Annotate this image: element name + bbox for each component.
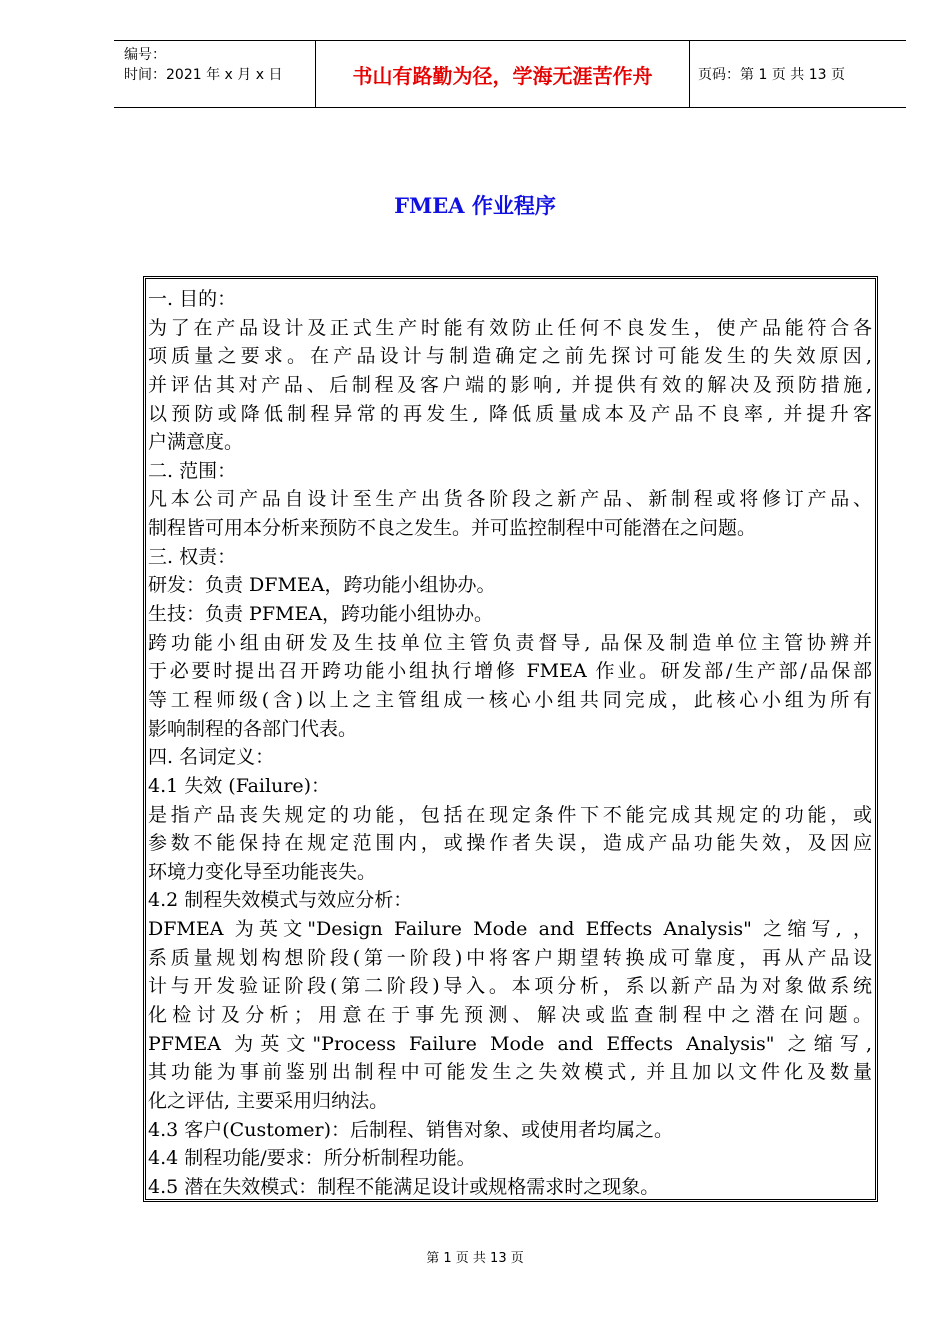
text-line: 凡本公司产品自设计至生产出货各阶段之新产品、新制程或将修订产品、 [148,488,872,511]
text-line: 四. 名词定义： [148,746,275,769]
text-line: 制程皆可用本分析来预防不良之发生。并可监控制程中可能潜在之问题。 [148,517,757,540]
content-body [148,285,872,1202]
text-line: 4.1 失效 (Failure)： [148,774,331,797]
text-line: 于必要时提出召开跨功能小组执行增修 FMEA 作业。研发部/生产部/品保部 [148,660,872,683]
text-line: 4.5 潜在失效模式：制程不能满足设计或规格需求时之现象。 [148,1175,660,1198]
text-line: 等工程师级(含)以上之主管组成一核心小组共同完成，此核心小组为所有 [148,688,872,711]
header-motto: 书山有路勤为径，学海无涯苦作舟 [316,41,690,107]
header-page-info: 页码：第 1 页 共 13 页 [698,67,845,83]
text-line: 户满意度。 [148,431,244,454]
text-line: 环境力变化导至功能丧失。 [148,860,377,883]
text-line: 系质量规划构想阶段(第一阶段)中将客户期望转换成可靠度，再从产品设 [148,946,872,969]
text-line: DFMEA 为英文"Design Failure Mode and Effects Analysis" 之缩写, ， [148,918,872,941]
text-line: 二. 范围： [148,459,237,482]
text-line: 以预防或降低制程异常的再发生, 降低质量成本及产品不良率, 并提升客 [148,402,872,425]
page-header [114,40,906,108]
text-line: 其功能为事前鉴别出制程中可能发生之失效模式, 并且加以文件化及数量 [148,1061,872,1084]
text-line: 4.3 客户(Customer)：后制程、销售对象、或使用者均属之。 [148,1118,674,1141]
content-box [143,276,878,1202]
text-line: 一. 目的： [148,288,237,310]
document-title: FMEA 作业程序 [394,193,556,218]
text-line: 化检讨及分析；用意在于事先预测、解决或监查制程中之潜在问题。 [148,1004,872,1027]
number-label: 编号： [124,47,166,63]
time-label: 时间：2021 年 x 月 x 日 [124,67,283,83]
text-line: 并评估其对产品、后制程及客户端的影响, 并提供有效的解决及预防措施, [148,373,872,396]
text-line: 参数不能保持在规定范围内，或操作者失误，造成产品功能失效，及因应 [148,832,872,855]
text-line: 跨功能小组由研发及生技单位主管负责督导, 品保及制造单位主管协辨并 [148,631,872,654]
text-line: 4.2 制程失效模式与效应分析： [148,889,413,912]
text-line: 影响制程的各部门代表。 [148,717,358,740]
page-footer: 第 1 页 共 13 页 [426,1251,524,1266]
text-line: 4.4 制程功能/要求：所分析制程功能。 [148,1147,476,1170]
text-line: 生技：负责 PFMEA，跨功能小组协办。 [148,603,494,626]
text-line: 化之评估, 主要采用归纳法。 [148,1089,389,1112]
text-line: 项质量之要求。在产品设计与制造确定之前先探讨可能发生的失效原因, [148,345,872,368]
text-line: PFMEA 为英文"Process Failure Mode and Effects Analysis" 之缩写, [148,1032,872,1055]
header-meta [114,41,316,107]
text-line: 三. 权责： [148,545,237,568]
text-line: 计与开发验证阶段(第二阶段)导入。本项分析，系以新产品为对象做系统 [148,975,872,998]
text-line: 是指产品丧失规定的功能，包括在现定条件下不能完成其规定的功能，或 [148,803,872,826]
text-line: 研发：负责 DFMEA，跨功能小组协办。 [148,574,496,597]
text-line: 为了在产品设计及正式生产时能有效防止任何不良发生，使产品能符合各 [148,316,872,339]
